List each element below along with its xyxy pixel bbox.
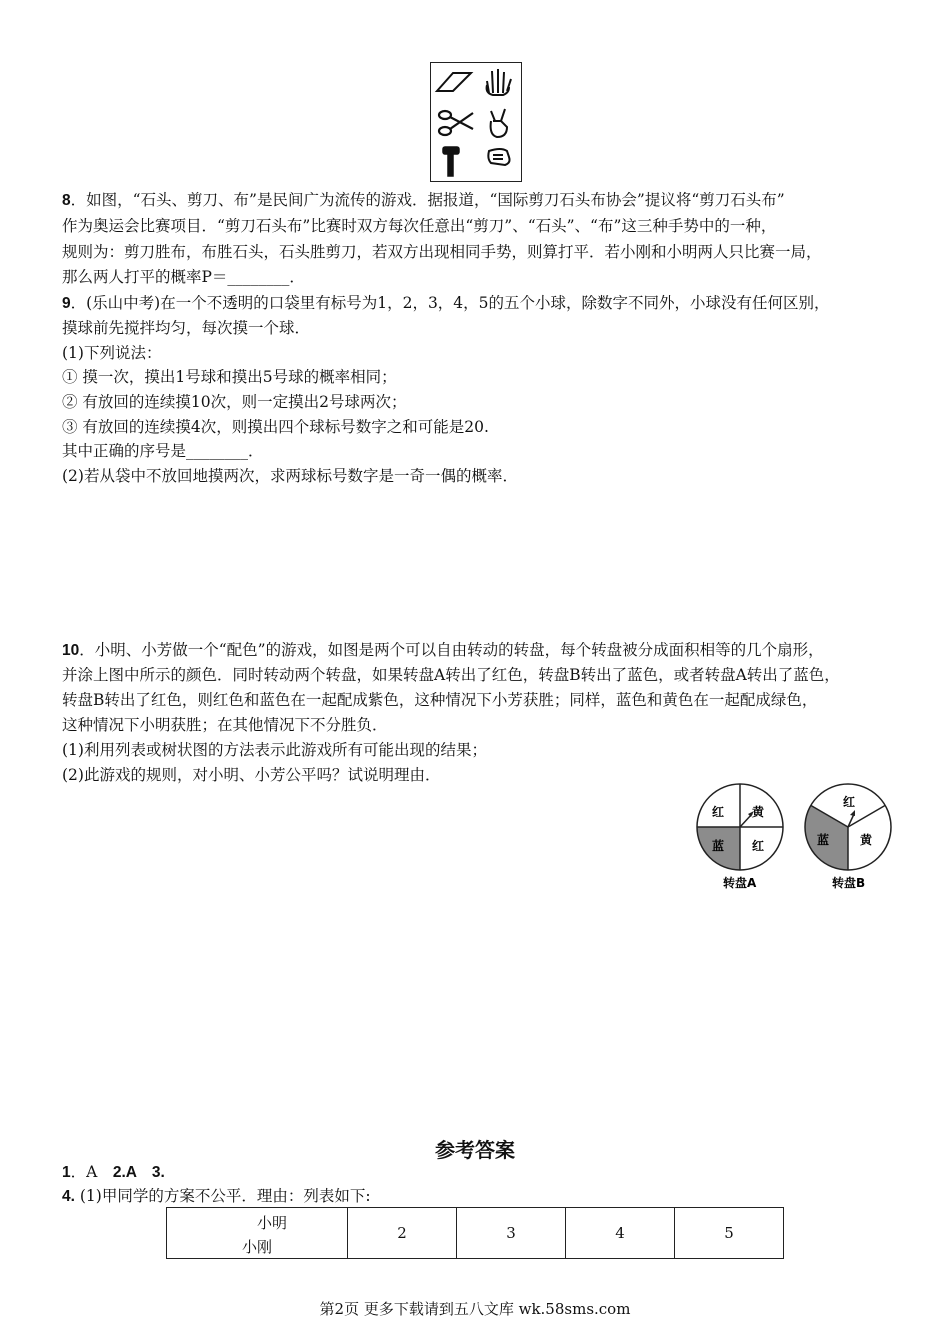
q8-number: 8 xyxy=(62,192,71,209)
answer-3: 3. xyxy=(151,1164,165,1181)
answers-title: 参考答案 xyxy=(435,1138,515,1162)
page-footer: 第2页 更多下载请到五八文库 wk.58sms.com xyxy=(319,1300,631,1318)
rock-paper-scissors-figure xyxy=(431,63,521,181)
spinner-b-label-blue: 蓝 xyxy=(817,833,830,847)
spinner-a xyxy=(697,784,783,890)
q8-line-4: 那么两人打平的概率P＝________． xyxy=(62,268,305,286)
victory-hand-icon xyxy=(491,109,507,137)
q9-line-4: ① 摸一次，摸出1号球和摸出5号球的概率相同； xyxy=(62,368,397,386)
spinner-a-label-red-1: 红 xyxy=(712,805,725,819)
spinner-b-label-yellow: 黄 xyxy=(860,833,873,847)
answer-4-number: 4. xyxy=(62,1188,75,1205)
answer-2: 2.A xyxy=(112,1164,152,1181)
answers-line-1 xyxy=(62,1162,165,1183)
answers-line-2 xyxy=(62,1186,371,1207)
q9-line-3: (1)下列说法： xyxy=(62,344,162,362)
gesture-illustration xyxy=(430,62,522,182)
q10-line-6: (2)此游戏的规则，对小明、小芳公平吗？试说明理由． xyxy=(62,766,441,784)
spinner-b xyxy=(805,784,891,890)
q9-line-6: ③ 有放回的连续摸4次，则摸出四个球标号数字之和可能是20. xyxy=(62,418,489,436)
q10-line-4: 这种情况下小明获胜；在其他情况下不分胜负． xyxy=(62,716,388,734)
answer-4-text: (1)甲同学的方案不公平．理由：列表如下: xyxy=(79,1187,371,1205)
q9-line-1: 9．(乐山中考)在一个不透明的口袋里有标号为1，2，3，4，5的五个小球，除数字不同外，小球没有任何区别， xyxy=(62,294,830,312)
table-row xyxy=(167,1208,784,1259)
spinner-a-caption: 转盘A xyxy=(723,876,757,890)
cloth-icon xyxy=(437,73,471,91)
q8-line-3: 规则为：剪刀胜布，布胜石头，石头胜剪刀，若双方出现相同手势，则算打平．若小刚和小明两人只比赛一局， xyxy=(62,243,822,261)
q10-line-2: 并涂上图中所示的颜色．同时转动两个转盘，如果转盘A转出了红色，转盘B转出了蓝色，或者转盘A转出了蓝色， xyxy=(62,666,840,684)
open-hand-icon xyxy=(487,69,511,95)
spinner-a-label-yellow: 黄 xyxy=(752,805,765,819)
hammer-icon xyxy=(443,147,459,176)
q10-line-1: 10．小明、小芳做一个“配色”的游戏，如图是两个可以自由转动的转盘，每个转盘被分成面积相等的几个扇形， xyxy=(62,641,824,659)
q8-line-2: 作为奥运会比赛项目．“剪刀石头布”比赛时双方每次任意出“剪刀”、“石头”、“布”这三种手势中的一种， xyxy=(62,217,777,235)
table-header-top: 小明 xyxy=(257,1214,288,1232)
q10-line-5: (1)利用列表或树状图的方法表示此游戏所有可能出现的结果； xyxy=(62,741,487,759)
table-cell: 4 xyxy=(566,1208,675,1259)
q9-line-7: 其中正确的序号是________． xyxy=(62,442,264,460)
scissors-icon xyxy=(439,111,473,135)
table-cell: 5 xyxy=(675,1208,784,1259)
q8-line-1: 8．如图，“石头、剪刀、布”是民间广为流传的游戏．据报道，“国际剪刀石头布协会”提议将“剪刀石头布” xyxy=(62,191,785,209)
table-header-bottom: 小刚 xyxy=(242,1238,273,1256)
spinner-b-label-red: 红 xyxy=(843,795,856,809)
spinners-figure xyxy=(690,780,900,895)
q9-line-5: ② 有放回的连续摸10次，则一定摸出2号球两次； xyxy=(62,393,407,411)
answer-1-number: 1 xyxy=(62,1164,71,1181)
q10-line-3: 转盘B转出了红色，则红色和蓝色在一起配成紫色，这种情况下小芳获胜；同样，蓝色和黄色在一起配成绿色， xyxy=(62,691,818,709)
spinner-a-label-red-2: 红 xyxy=(752,839,765,853)
q9-line-8: (2)若从袋中不放回地摸两次，求两球标号数字是一奇一偶的概率． xyxy=(62,467,518,485)
table-header-cell xyxy=(167,1208,348,1259)
spinner-b-caption: 转盘B xyxy=(832,876,866,890)
table-cell: 3 xyxy=(457,1208,566,1259)
answer-table xyxy=(166,1207,784,1259)
answer-1: ．A xyxy=(70,1163,113,1181)
spinner-a-label-blue: 蓝 xyxy=(712,839,725,853)
fist-icon xyxy=(488,149,509,165)
q9-line-2: 摸球前先搅拌均匀，每次摸一个球． xyxy=(62,319,311,337)
q9-number: 9 xyxy=(62,295,71,312)
table-cell: 2 xyxy=(348,1208,457,1259)
q10-number: 10 xyxy=(62,642,80,659)
